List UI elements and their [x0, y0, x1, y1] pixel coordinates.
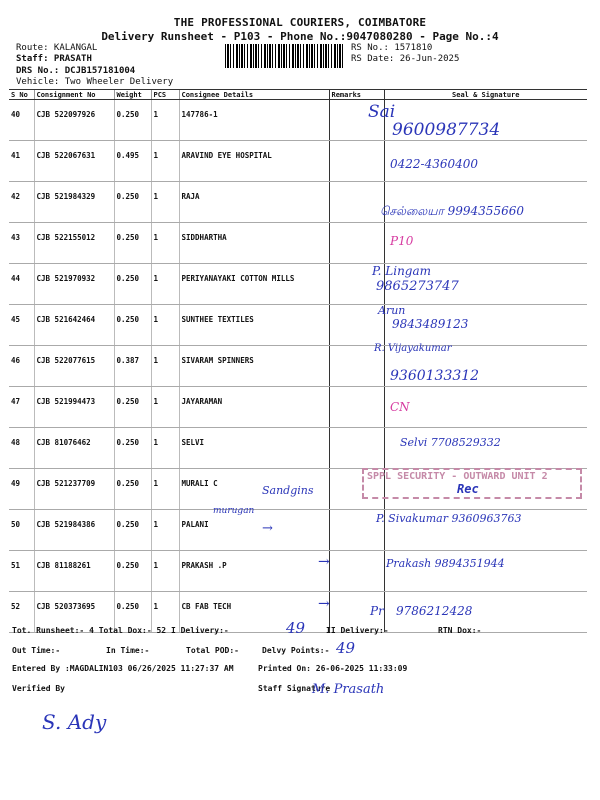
row-consignee: RAJA	[179, 182, 329, 223]
row-pcs: 1	[151, 182, 179, 223]
row-sno: 44	[9, 264, 34, 305]
row-consignee: PRAKASH .P	[179, 551, 329, 592]
security-stamp	[362, 468, 582, 499]
hw-r52-sign: Pr	[370, 604, 384, 618]
row-consignment-no: CJB 521237709	[34, 469, 114, 510]
hw-delivery-count: 49	[286, 619, 306, 637]
row-consignee: MURALI C	[179, 469, 329, 510]
row-pcs: 1	[151, 428, 179, 469]
staff-signature: Staff Signature	[258, 684, 331, 693]
col-sno: S No	[9, 90, 34, 100]
row-sno: 43	[9, 223, 34, 264]
stamp-sub: Rec	[457, 482, 479, 496]
table-row	[9, 223, 587, 264]
row-weight: 0.250	[114, 510, 151, 551]
row-pcs: 1	[151, 551, 179, 592]
row-pcs: 1	[151, 592, 179, 633]
hw-r44-name: P. Lingam	[372, 264, 432, 278]
table-row	[9, 346, 587, 387]
row-signature	[384, 387, 587, 428]
col-consignee: Consignee Details	[179, 90, 329, 100]
row-consignee: SIDDHARTHA	[179, 223, 329, 264]
row-pcs: 1	[151, 223, 179, 264]
ii-delivery: II Delivery:-	[326, 626, 389, 635]
drs-number: DRS No.: DCJB157181004	[16, 66, 136, 76]
row-sno: 46	[9, 346, 34, 387]
delvy-points: Delvy Points:-	[262, 646, 330, 655]
row-remarks	[329, 141, 384, 182]
hw-r48: Selvi 7708529332	[400, 436, 501, 449]
hw-r40-phone: 9600987734	[392, 120, 501, 140]
row-weight: 0.387	[114, 346, 151, 387]
col-consignment: Consignment No	[34, 90, 114, 100]
row-weight: 0.495	[114, 141, 151, 182]
hw-r45-phone: 9843489123	[392, 317, 469, 331]
col-weight: Weight	[114, 90, 151, 100]
row-weight: 0.250	[114, 100, 151, 141]
row-consignment-no: CJB 522155012	[34, 223, 114, 264]
row-pcs: 1	[151, 100, 179, 141]
col-pcs: PCS	[151, 90, 179, 100]
col-remarks: Remarks	[329, 90, 384, 100]
hw-r45-name: Arun	[378, 304, 406, 317]
hw-r46-name: R. Vijayakumar	[374, 343, 452, 354]
out-time: Out Time:-	[12, 646, 61, 655]
row-pcs: 1	[151, 469, 179, 510]
row-consignment-no: CJB 521970932	[34, 264, 114, 305]
row-remarks	[329, 223, 384, 264]
hw-r50: P. Sivakumar 9360963763	[376, 512, 522, 525]
row-sno: 45	[9, 305, 34, 346]
hw-r49: Sandgins	[262, 484, 314, 497]
row-weight: 0.250	[114, 182, 151, 223]
table-header	[9, 90, 587, 100]
row-consignment-no: CJB 521984386	[34, 510, 114, 551]
row-weight: 0.250	[114, 305, 151, 346]
runsheet-table	[9, 89, 587, 633]
hw-r52-arrow: →	[318, 596, 330, 612]
row-consignment-no: CJB 522097926	[34, 100, 114, 141]
row-consignee: PALANI	[179, 510, 329, 551]
row-consignment-no: CJB 521984329	[34, 182, 114, 223]
row-weight: 0.250	[114, 428, 151, 469]
row-consignee: JAYARAMAN	[179, 387, 329, 428]
row-remarks	[329, 387, 384, 428]
stamp-text: SPPL SECURITY - OUTWARD UNIT 2	[367, 471, 548, 482]
row-remarks	[329, 182, 384, 223]
row-consignment-no: CJB 81188261	[34, 551, 114, 592]
row-weight: 0.250	[114, 551, 151, 592]
runsheet-subtitle: Delivery Runsheet - P103 - Phone No.:9047080280 - Page No.:4	[101, 30, 499, 43]
row-pcs: 1	[151, 510, 179, 551]
printed-on: Printed On: 26-06-2025 11:33:09	[258, 664, 408, 673]
col-signature: Seal & Signature	[384, 90, 587, 100]
rtn-dox: RTN Dox:-	[438, 626, 482, 635]
row-remarks	[329, 305, 384, 346]
hw-r43: P10	[390, 234, 414, 248]
row-consignment-no: CJB 522077615	[34, 346, 114, 387]
row-pcs: 1	[151, 346, 179, 387]
hw-r44-phone: 9865273747	[376, 279, 459, 294]
hw-r51-arrow: →	[318, 554, 330, 570]
table-row	[9, 387, 587, 428]
row-sno: 47	[9, 387, 34, 428]
table-row	[9, 141, 587, 182]
row-sno: 49	[9, 469, 34, 510]
row-weight: 0.250	[114, 223, 151, 264]
row-remarks	[329, 428, 384, 469]
row-consignment-no: CJB 520373695	[34, 592, 114, 633]
route: Route: KALANGAL	[16, 43, 98, 53]
totals-line: Tot. Runsheet:- 4 Total Dox:- 52 I Delivery:-	[12, 626, 229, 635]
staff: Staff: PRASATH	[16, 54, 92, 64]
table-row	[9, 305, 587, 346]
hw-r42: செல்லையா 9994355660	[380, 204, 524, 218]
row-consignee: CB FAB TECH	[179, 592, 329, 633]
hw-r40-name: Sai	[368, 102, 396, 122]
table-row	[9, 264, 587, 305]
row-consignment-no: CJB 81076462	[34, 428, 114, 469]
hw-r46-phone: 9360133312	[390, 368, 480, 384]
row-weight: 0.250	[114, 469, 151, 510]
verified-by: Verified By	[12, 684, 65, 693]
hw-r51: Prakash 9894351944	[386, 557, 505, 570]
rs-number: RS No.: 1571810	[351, 43, 433, 53]
row-sno: 42	[9, 182, 34, 223]
hw-r50-arrow: →	[262, 521, 273, 536]
row-consignment-no: CJB 522067631	[34, 141, 114, 182]
table-row	[9, 100, 587, 141]
row-sno: 52	[9, 592, 34, 633]
row-sno: 51	[9, 551, 34, 592]
row-remarks	[329, 551, 384, 592]
row-pcs: 1	[151, 387, 179, 428]
vehicle: Vehicle: Two Wheeler Delivery	[16, 77, 174, 87]
hw-r50-note: murugan	[213, 506, 255, 516]
hw-r52: 9786212428	[396, 604, 473, 618]
company-title: THE PROFESSIONAL COURIERS, COIMBATORE	[173, 16, 427, 29]
row-consignee: ARAVIND EYE HOSPITAL	[179, 141, 329, 182]
row-sno: 48	[9, 428, 34, 469]
entered-by: Entered By :MAGDALIN103 06/26/2025 11:27:37 AM	[12, 664, 234, 673]
row-pcs: 1	[151, 264, 179, 305]
total-pod: Total POD:-	[186, 646, 239, 655]
row-sno: 50	[9, 510, 34, 551]
row-pcs: 1	[151, 141, 179, 182]
hw-staff-sign: M. Prasath	[312, 682, 385, 697]
row-signature	[384, 223, 587, 264]
row-consignee: SIVARAM SPINNERS	[179, 346, 329, 387]
row-weight: 0.250	[114, 387, 151, 428]
row-sno: 41	[9, 141, 34, 182]
row-weight: 0.250	[114, 592, 151, 633]
row-consignee: PERIYANAYAKI COTTON MILLS	[179, 264, 329, 305]
row-consignment-no: CJB 521994473	[34, 387, 114, 428]
row-consignee: SELVI	[179, 428, 329, 469]
hw-verified-sign: S. Ady	[42, 710, 107, 734]
hw-r47: CN	[390, 400, 410, 414]
barcode	[225, 44, 345, 68]
row-weight: 0.250	[114, 264, 151, 305]
hw-r41: 0422-4360400	[390, 157, 479, 171]
row-pcs: 1	[151, 305, 179, 346]
row-consignee: SUNTHEE TEXTILES	[179, 305, 329, 346]
in-time: In Time:-	[106, 646, 150, 655]
row-consignee: 147786-1	[179, 100, 329, 141]
row-consignment-no: CJB 521642464	[34, 305, 114, 346]
row-sno: 40	[9, 100, 34, 141]
hw-delvy-points: 49	[336, 639, 356, 657]
rs-date: RS Date: 26-Jun-2025	[351, 54, 460, 64]
